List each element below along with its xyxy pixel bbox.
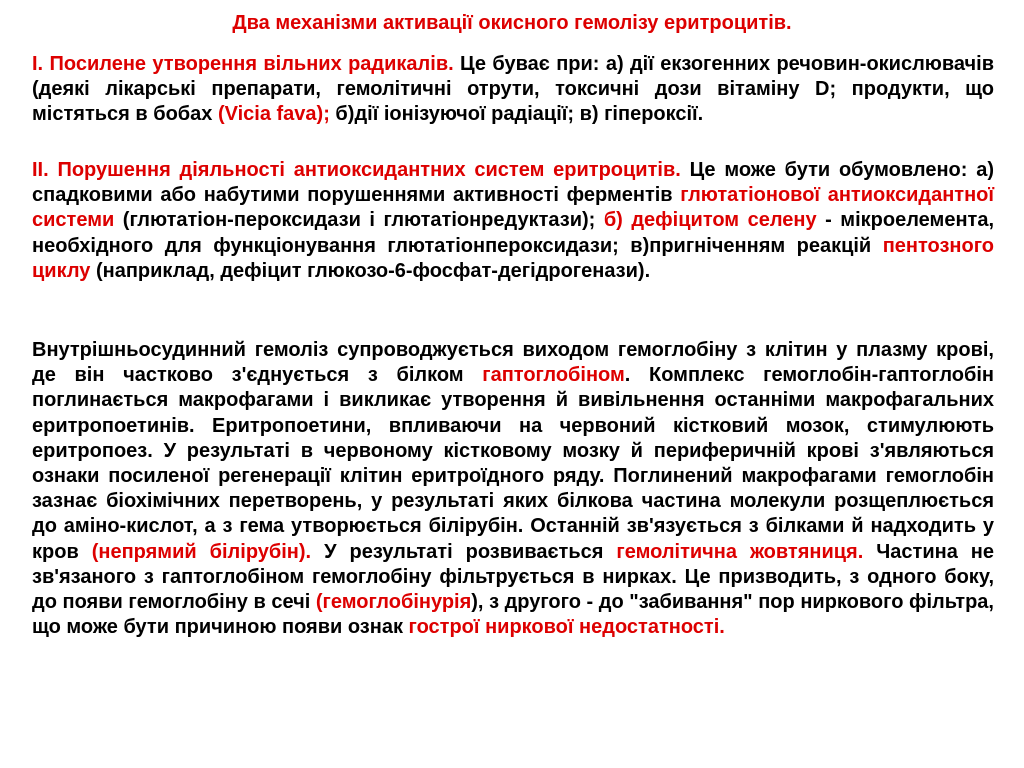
- paragraph-1-text-2: б)дії іонізуючої радіації; в) гіпероксії.: [329, 103, 704, 126]
- paragraph-2-heading: Порушення діяльності антиоксидантних систем еритроцитів.: [57, 159, 681, 181]
- paragraph-3-text-2: . Комплекс гемоглобін-гаптоглобін поглинається макрофагами і викликає утворення й вивільнення останніми макрофагальних еритропоетинів. Еритропоетини, впливаючи на червоний кістковий мозок, стимулюють еритропоез. У результаті в червоному кістковому мозку й периферичній крові з'являються ознаки посиленої регенерації клітин еритроїдного ряду. Поглинений макрофагами гемоглобін зазнає біохімічних перетворень, у результаті яких білкова частина молекули розщеплюється до аміно-кислот, а з гема утворюється білірубін. Останній зв'язується з білками й надходить у кров: [32, 364, 994, 563]
- indirect-bilirubin-term: (непрямий білірубін).: [91, 540, 312, 563]
- paragraph-2-text-4: (наприклад, дефіцит глюкозо-6-фосфат-дегідрогенази).: [90, 259, 651, 282]
- haptoglobin-term: гаптоглобіном: [482, 364, 625, 387]
- acute-renal-failure-term: гострої ниркової недостатності.: [408, 616, 725, 639]
- hemolytic-jaundice-term: гемолітична жовтяниця.: [616, 540, 864, 563]
- paragraph-intravascular-hemolysis: [32, 338, 994, 640]
- slide-title: Два механізми активації окисного гемолізу еритроцитів.: [232, 12, 792, 34]
- paragraph-mechanism-1: [32, 52, 994, 128]
- paragraph-3-text-1: Внутрішньосудинний гемоліз супроводжується виходом гемоглобіну з клітин у плазму крові, де він частково з'єднується з білком: [32, 339, 994, 387]
- paragraph-2-text-1: Це може бути обумовлено: а) спадковими або набутими порушеннями активності ферментів: [32, 159, 994, 207]
- pentose-cycle-term: пентозного циклу: [32, 234, 994, 282]
- glutathione-system-term: глютатіонової антиоксидантної системи: [32, 184, 994, 232]
- vicia-fava-term: (Vicia fava);: [217, 103, 330, 126]
- paragraph-1-text-1: Це буває при: а) дії екзогенних речовин-окислювачів (деякі лікарські препарати, гемолітичні отрути, токсичні дози вітаміну D; продукти, що містяться в бобах: [32, 53, 994, 126]
- selenium-deficit-term: б) дефіцитом селену: [603, 209, 817, 232]
- paragraph-3-text-4: Частина не зв'язаного з гаптоглобіном гемоглобіну фільтрується в нирках. Це призводить, з одного боку, до появи гемоглобіну в сечі: [32, 540, 995, 614]
- paragraph-3-text-5: ), з другого - до "забивання" пор ниркового фільтра, що може бути причиною появи ознак: [32, 591, 994, 639]
- paragraph-1-heading: Посилене утворення вільних радикалів.: [49, 53, 454, 75]
- paragraph-2-number: ІІ.: [32, 159, 49, 181]
- paragraph-3-text-3: У результаті розвивається: [311, 540, 617, 563]
- paragraph-mechanism-2: [32, 158, 994, 284]
- paragraph-1-number: І.: [32, 53, 44, 75]
- hemoglobinuria-term: (гемоглобінурія: [315, 591, 472, 614]
- paragraph-2-text-2: (глютатіон-пероксидази і глютатіонредуктази);: [114, 209, 604, 232]
- paragraph-2-text-3: - мікроелемента, необхідного для функціонування глютатіонпероксидази; в)пригніченням реакцій: [32, 209, 994, 257]
